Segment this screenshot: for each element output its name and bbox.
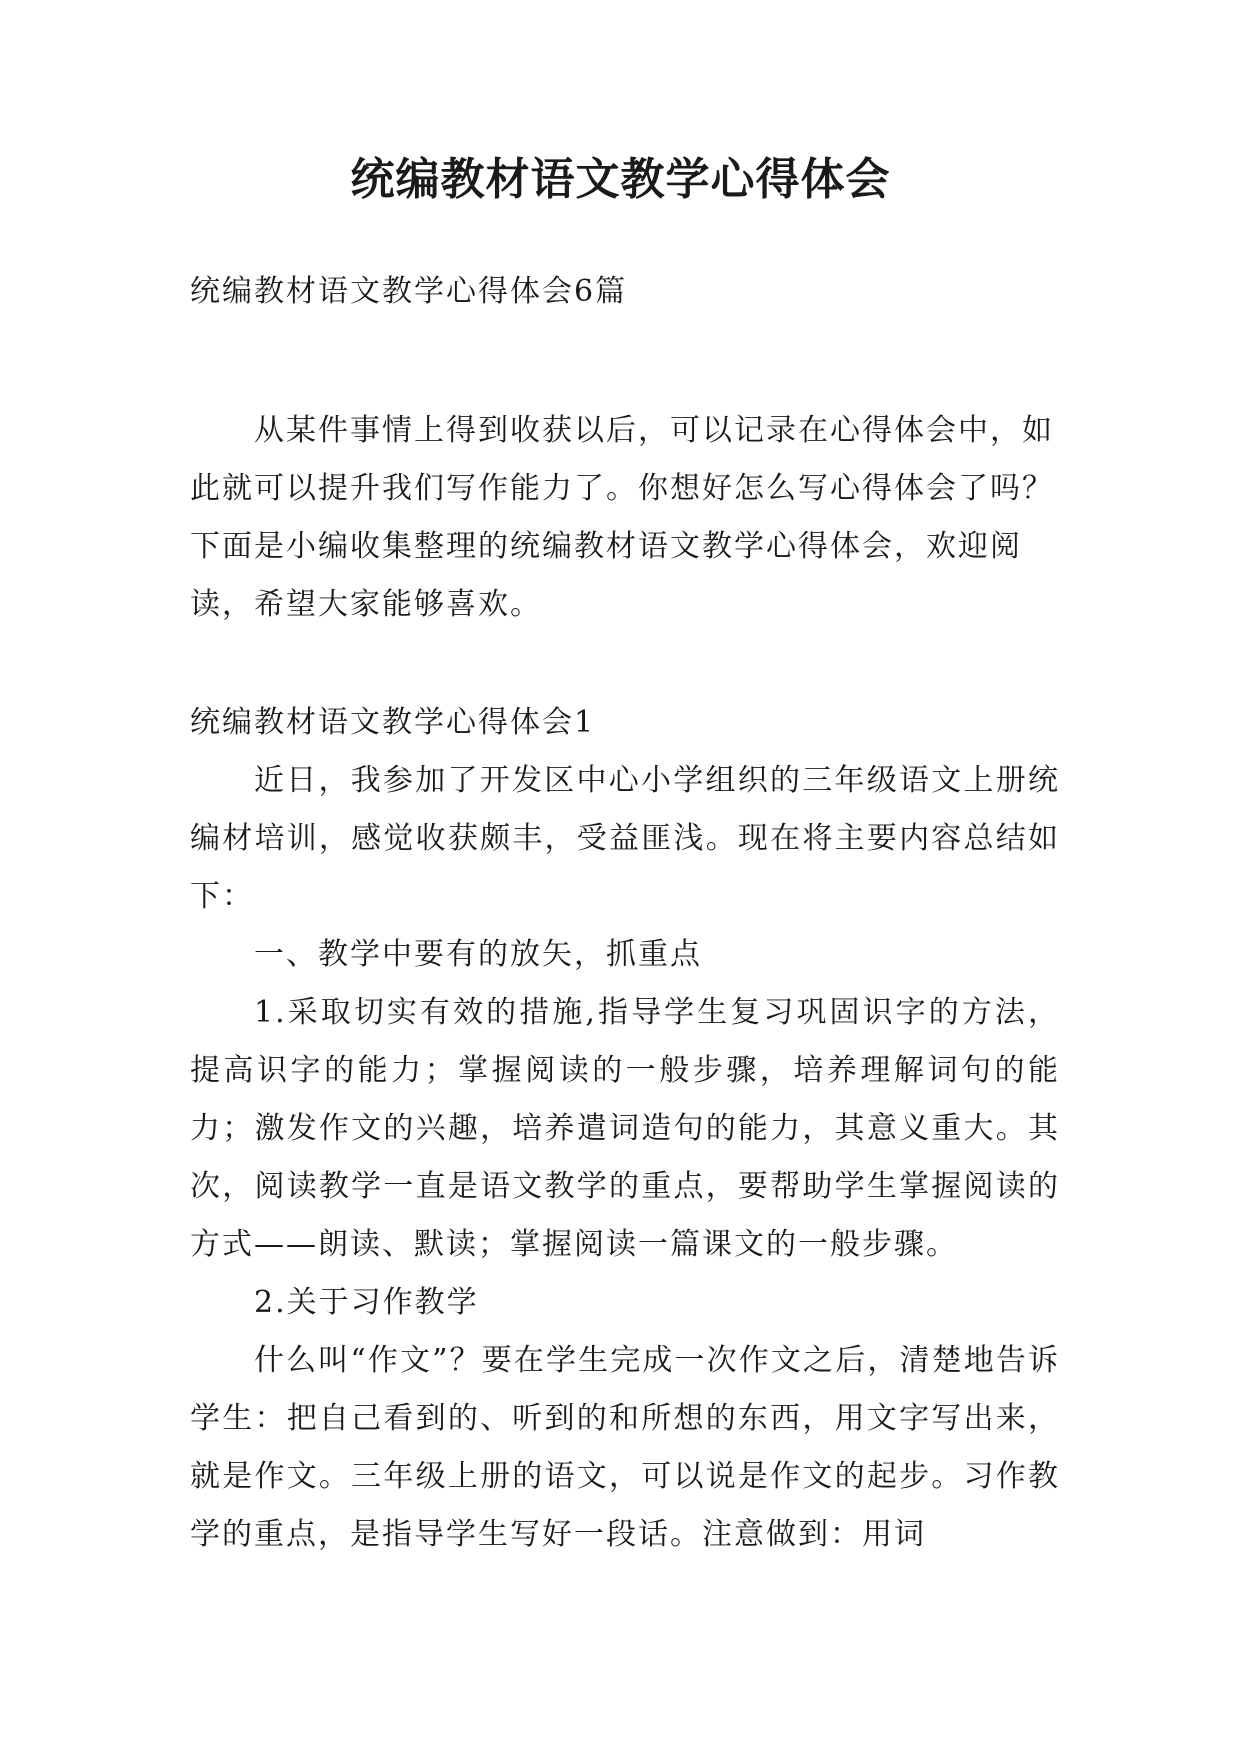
document-title: 统编教材语文教学心得体会 — [350, 154, 891, 205]
paragraph-heading: 一、教学中要有的放矢，抓重点 — [254, 937, 702, 972]
paragraph: 什么叫“作文”？要在学生完成一次作文之后，清楚地告诉学生：把自己看到的、听到的和所想的东西，用文字写出来，就是作文。三年级上册的语文，可以说是作文的起步。习作教学的重点，是指导学生写好一段话。注意做到：用词 — [190, 1343, 1060, 1552]
paragraph-heading: 2.关于习作教学 — [254, 1285, 479, 1320]
section-body — [190, 752, 1060, 1564]
paragraph: 近日，我参加了开发区中心小学组织的三年级语文上册统编材培训，感觉收获颇丰，受益匪浅。现在将主要内容总结如下： — [190, 763, 1060, 914]
document-subtitle: 统编教材语文教学心得体会6篇 — [190, 274, 628, 309]
paragraph: 1.采取切实有效的措施,指导学生复习巩固识字的方法，提高识字的能力；掌握阅读的一般步骤，培养理解词句的能力；激发作文的兴趣，培养遣词造句的能力，其意义重大。其次，阅读教学一直是语文教学的重点，要帮助学生掌握阅读的方式——朗读、默读；掌握阅读一篇课文的一般步骤。 — [190, 995, 1060, 1262]
intro-paragraph: 从某件事情上得到收获以后，可以记录在心得体会中，如此就可以提升我们写作能力了。你想好怎么写心得体会了吗？下面是小编收集整理的统编教材语文教学心得体会，欢迎阅读，希望大家能够喜欢。 — [190, 413, 1054, 622]
section-heading: 统编教材语文教学心得体会1 — [190, 705, 596, 740]
